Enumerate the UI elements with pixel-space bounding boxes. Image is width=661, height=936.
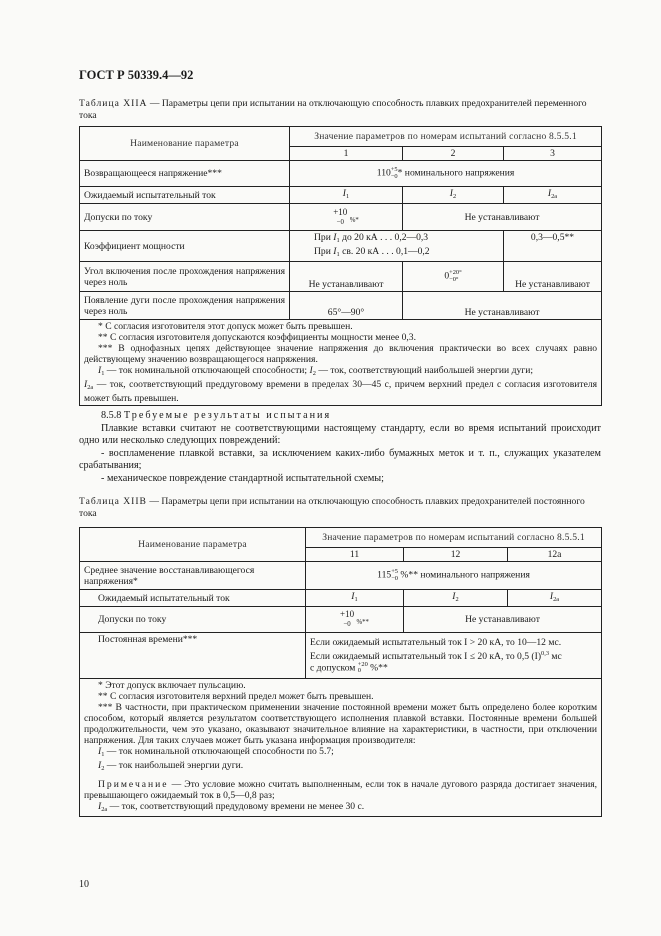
table-b-notes-row — [80, 679, 602, 817]
note: * С согласия изготовителя этот допуск может быть превышен. — [98, 321, 353, 332]
table-a-label: Таблица XIIA — [79, 98, 148, 109]
table-row — [80, 562, 602, 590]
row-tolerance-c1: +10 −0 %** — [306, 607, 404, 633]
row-current-c3: $I_{2a}$ — [508, 590, 602, 607]
row-current-name: Ожидаемый испытательный ток — [80, 590, 306, 607]
row-angle-c1: Не устанавливают — [290, 262, 403, 292]
row-current-c1: $I_1$ — [290, 187, 403, 204]
page-number: 10 — [79, 879, 89, 890]
row-arc-rest: Не устанавливают — [403, 292, 602, 320]
row-voltage-name: Возвращающееся напряжение*** — [80, 161, 290, 187]
row-voltage-name: Среднее значение восстанавливающегося напряжения* — [80, 562, 306, 590]
table-row — [80, 607, 602, 633]
row-current-c3: $I_{2a}$ — [504, 187, 602, 204]
note: $I_1$ — ток номинальной отключающей способности по 5.7; — [98, 746, 334, 758]
table-b-label: Таблица XIIB — [79, 496, 147, 507]
row-tolerance-rest: Не устанавливают — [404, 607, 602, 633]
table-row — [80, 161, 602, 187]
table-b — [79, 527, 602, 817]
table-a-col-1: 1 — [290, 147, 403, 161]
table-row — [80, 590, 602, 607]
table-row — [80, 262, 602, 292]
section-paragraph: Плавкие вставки считают не соответствующими настоящему стандарту, если во время испытаний происходит одно или несколько следующих повреждений: — [79, 422, 601, 446]
section-8-5-8 — [79, 410, 601, 485]
row-pf-c3: 0,3—0,5** — [504, 231, 602, 262]
row-pf-name: Коэффициент мощности — [80, 231, 290, 262]
section-bullet: - воспламенение плавкой вставки, за исключением каких-либо бумажных меток и т. п., служащих указателем срабатывания; — [79, 447, 601, 471]
note: *** В однофазных цепях действующее значение напряжения до включения практически во всех случаях равно действующему значению возвращающегося напряжения. — [84, 343, 598, 365]
row-tc-value: Если ожидаемый испытательный ток I > 20 кА, то 10—12 мс. Если ожидаемый испытательный ток I ≤ 20 кА, то 0,5 $(I)^{0,3}$ мс с допуском +20 0 %** — [306, 633, 602, 679]
note: *** В частности, при практическом применении значение постоянной времени может быть определено более коротким способом, который является результатом соответствующего исполнения плавкой вставки. Постоянные времени большей продолжительности, чем это указано, оказывают значительное влияние на характеристики, в частности, при отключении напряжения. Для таких случаев может быть указана информация производителя: — [84, 702, 598, 746]
table-a-notes-row — [80, 320, 602, 406]
table-a-title: — Параметры цепи при испытании на отключающую способность плавких предохранителей переменного тока — [79, 98, 587, 121]
table-b-col-11: 11 — [306, 548, 404, 562]
row-tolerance-name: Допуски по току — [80, 204, 290, 231]
note: * Этот допуск включает пульсацию. — [98, 680, 246, 691]
section-bullet: - механическое повреждение стандартной испытательной схемы; — [101, 472, 384, 484]
table-b-caption — [79, 496, 601, 519]
row-tolerance-rest: Не устанавливают — [403, 204, 602, 231]
row-voltage-value: 110+5 −0* номинального напряжения — [290, 161, 602, 187]
note: $I_2$ — ток наибольшей энергии дуги. — [98, 760, 244, 772]
row-tc-name: Постоянная времени*** — [80, 633, 306, 679]
table-b-col-12a: 12a — [508, 548, 602, 562]
row-tolerance-name: Допуски по току — [80, 607, 306, 633]
row-arc-c1: 65°—90° — [290, 292, 403, 320]
table-b-notes — [80, 679, 602, 817]
table-a — [79, 126, 602, 406]
row-angle-name: Угол включения после прохождения напряжения через ноль — [80, 262, 290, 292]
row-pf-c12: При $I_1$ до 20 кА . . . 0,2—0,3 При $I_1$ св. 20 кА . . . 0,1—0,2 — [290, 231, 504, 262]
table-a-head-values: Значение параметров по номерам испытаний согласно 8.5.5.1 — [290, 127, 602, 147]
document-id: ГОСТ Р 50339.4—92 — [79, 68, 194, 82]
table-a-col-2: 2 — [403, 147, 504, 161]
row-angle-c3: Не устанавливают — [504, 262, 602, 292]
table-a-col-3: 3 — [504, 147, 602, 161]
row-current-name: Ожидаемый испытательный ток — [80, 187, 290, 204]
remark: Примечание — Это условие можно считать выполненным, если ток в начале дугового разряда достигает значения, превышающего ожидаемый ток в 0,5—0,8 раз; — [84, 779, 598, 801]
table-b-head-values: Значение параметров по номерам испытаний согласно 8.5.5.1 — [306, 528, 602, 548]
row-current-c2: $I_2$ — [404, 590, 508, 607]
note: $I_{2a}$ — ток, соответствующий предудовому времени не менее 30 с. — [98, 801, 365, 813]
note: $I_{2a}$ — ток, соответствующий преддуговому времени в пределах 30—45 с, причем верхний предел с согласия изготовителя может быть превышен. — [84, 379, 598, 404]
row-current-c1: $I_1$ — [306, 590, 404, 607]
table-b-title: — Параметры цепи при испытании на отключающую способность плавких предохранителей постоянного тока — [79, 496, 585, 519]
row-tolerance-c1: +10 −0 %* — [290, 204, 403, 231]
table-b-head-name: Наименование параметра — [80, 528, 306, 562]
row-voltage-value: 115+5 −0 %** номинального напряжения — [306, 562, 602, 590]
table-row — [80, 292, 602, 320]
table-row — [80, 187, 602, 204]
table-a-head-name: Наименование параметра — [80, 127, 290, 161]
table-row — [80, 633, 602, 679]
section-heading: 8.5.8 Требуемые результаты испытания — [101, 410, 332, 421]
note: ** С согласия изготовителя верхний предел может быть превышен. — [98, 691, 374, 702]
note: ** С согласия изготовителя допускаются коэффициенты мощности менее 0,3. — [98, 332, 417, 343]
row-current-c2: $I_2$ — [403, 187, 504, 204]
table-a-caption — [79, 98, 601, 121]
table-b-col-12: 12 — [404, 548, 508, 562]
table-a-notes — [80, 320, 602, 406]
table-row — [80, 231, 602, 262]
row-arc-name: Появление дуги после прохождения напряжения через ноль — [80, 292, 290, 320]
table-row — [80, 204, 602, 231]
note: $I_1$ — ток номинальной отключающей способности; $I_2$ — ток, соответствующий наибольшей энергии дуги; — [98, 365, 534, 377]
row-angle-c2: 0+20° −0° — [403, 262, 504, 292]
